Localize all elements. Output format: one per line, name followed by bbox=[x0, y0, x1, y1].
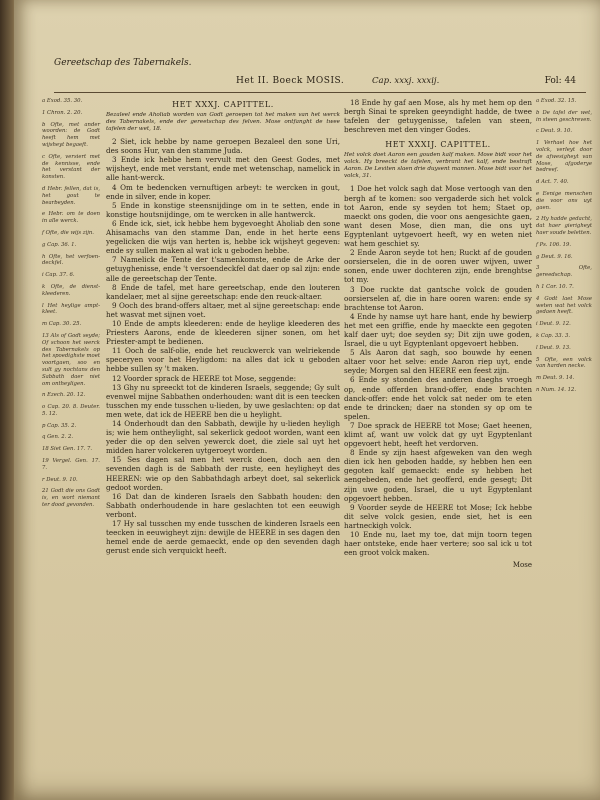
margin-note: m Deut. 9. 14. bbox=[536, 375, 575, 382]
book-title: Het II. Boeck MOSIS. bbox=[236, 76, 345, 86]
verse: 7 Namelick de Tente der t'samenkomste, ende de Arke der getuyghenisse, ende 't versoendeckfel dat daer op sal zijn: ende alle de gereetschap der Tente. bbox=[106, 255, 340, 283]
margin-note: 1 Chron. 2. 20. bbox=[42, 109, 83, 116]
margin-note: c Deut. 9. 10. bbox=[536, 128, 573, 135]
verse: 15 Ses dagen sal men het werck doen, doch aen den sevenden dagh is de Sabbath der ruste, een heyligheyt des HEEREN: wie op den Sabbathdagh arbeyt doet, sal sekerlick gedoot worden. bbox=[106, 455, 340, 492]
margin-note: 21 Godt die ons Godt is, en wort niemant ter dood gevonden. bbox=[42, 488, 100, 509]
verse: 16 Dat dan de kinderen Israels den Sabbath houden: den Sabbath onderhoudende in hare geslachten tot een eeuwigh verbont. bbox=[106, 491, 340, 519]
verse: 8 Ende de tafel, met hare gereetschap, ende den louteren kandelaer, met al sijne gereetschap: ende den reuck-altaer. bbox=[106, 282, 340, 301]
margin-note: r Deut. 9. 10. bbox=[42, 476, 78, 483]
margin-note: g Deut. 9. 16. bbox=[536, 253, 573, 260]
margin-note: f Ps. 106. 19. bbox=[536, 241, 572, 248]
margin-note: k Cap. 33. 3. bbox=[536, 332, 571, 339]
margin-note: n Ezech. 20. 12. bbox=[42, 392, 86, 399]
margin-note: h 1 Cor. 10. 7. bbox=[536, 283, 574, 290]
chapter-reference: Cap. xxxj. xxxij. bbox=[372, 76, 440, 86]
verse: 1 Doe het volck sagh dat Mose vertoogh van den bergh af te komen: soo vergaderde sich het volck tot Aaron, ende sy seyden tot hem; Staet op, maeckt ons goden, die voor ons aengesichte gaen, want desen Mose, dien man, die ons uyt Egyptenlant uytgevoert heeft, wy en weten niet wat hem geschiet sy. bbox=[344, 184, 532, 249]
verse: 12 Voorder sprack de HEERE tot Mose, seggende: bbox=[112, 373, 297, 383]
margin-note: a Exod. 35. 30. bbox=[42, 98, 83, 104]
margin-note: b De tafel der wet, in steen geschreven. bbox=[536, 109, 592, 123]
verse: 6 Ende ick, siet, ick hebbe hem bygevoeght Aholiab den sone Ahisamachs van den stamme Dan, ende in het herte eens yegelicken die wijs van herten is, hebbe ick wijsheyt gegeven: ende sy sullen maken al wat ick u geboden hebbe. bbox=[106, 218, 340, 256]
margin-note: e Hebr. om te doen in alle werck. bbox=[42, 211, 100, 225]
verse: 3 Doe ruckte dat gantsche volck de gouden oorsierselen af, die in hare ooren waren: ende sy brachtense tot Aaron. bbox=[344, 284, 532, 312]
margin-note: a Exod. 32. 15. bbox=[536, 98, 577, 104]
chapter-summary: Het volck doet Aaron een gouden kalf maken. Mose bidt voor het volck. Hy breeckt de tafelen, verbrant het kalf, ende bestraft Aaron. De Leviten slaen drie duysent mannen. Mose bidt voor het volck, 31. bbox=[344, 152, 532, 180]
margin-note: n Num. 14. 12. bbox=[536, 386, 577, 393]
verse: 5 Ende in konstige steensnijdinge om in te setten, ende in konstige houtsnijdinge, om te wercken in alle hantwerck. bbox=[106, 200, 340, 219]
margin-note: f Ofte, die wijs zijn. bbox=[42, 229, 94, 236]
margin-note: q Gen. 2. 2. bbox=[42, 434, 74, 441]
verse: 9 Voorder seyde de HEERE tot Mose; Ick hebbe dit selve volck gesien, ende siet, het is een hartneckigh volck. bbox=[344, 502, 532, 530]
verse: 10 Ende nu, laet my toe, dat mijn toorn tegen haer ontsteke, ende haer vertere; soo sal ick u tot een groot volck maken. bbox=[344, 530, 532, 558]
margin-note: 1 Verhael hoe het volck, verleyt door de afwesigheyt van Mose, afgoderye bedreef. bbox=[536, 140, 592, 174]
left-margin-notes bbox=[42, 98, 100, 514]
running-head-left: Gereetschap des Tabernakels. bbox=[54, 58, 192, 68]
column-a bbox=[106, 98, 340, 555]
margin-note: l Het heylige ampt-kleet. bbox=[42, 302, 100, 316]
verse: 2 Siet, ick hebbe by name geroepen Bezaleel den sone Uri, des soons Hur, van den stamme Juda. bbox=[106, 137, 340, 156]
verse: 17 Hy sal tusschen my ende tusschen de kinderen Israels een teecken in eeuwigheyt zijn: dewijle de HEERE in ses dagen den hemel ende de aerde gemaeckt, ende op den sevenden dagh gerust ende sich verquickt heeft. bbox=[106, 519, 340, 556]
margin-note: 19 Vergel. Gen. 17. 7. bbox=[42, 458, 100, 471]
margin-note: 4 Godt laet Mose weten wat het volck gedaen heeft. bbox=[536, 295, 592, 316]
verse-18: 18 Ende hy gaf aen Mose, als hy met hem op den bergh Sinai te spreken geeyndight hadde, de twee tafelen der getuygenisse, tafelen van steen, beschreven met den vinger Godes. bbox=[344, 98, 532, 135]
margin-note: h Ofte, het verfoen-deckfel. bbox=[42, 253, 100, 267]
margin-note: k Ofte, de dienst-kleederen. bbox=[42, 283, 100, 297]
verse: 5 Als Aaron dat sagh, soo bouwde hy eenen altaer voor het selve: ende Aaron riep uyt, ende seyde; Morgen sal den HEERE een feest zijn. bbox=[344, 348, 532, 376]
verse: 7 Doe sprack de HEERE tot Mose; Gaet heenen, klimt af, want uw volck dat gy uyt Egyptenlant opgevoert hebt, heeft het verdorven. bbox=[344, 420, 532, 449]
margin-note: 2 Hy hadde gedacht, dat haer gierigheyt haer soude beletten. bbox=[536, 216, 592, 236]
margin-note: 3 Ofte, gereedschap. bbox=[536, 265, 592, 279]
header-rule bbox=[54, 92, 586, 93]
verse: 13 Ghy nu spreeckt tot de kinderen Israels, seggende; Gy sult evenwel mijne Sabbathen onderhouden: want dit is een teecken tusschen my ende tusschen u-lieden, by uwe geslachten: op dat men wete, dat ick de HEERE ben die u heylight. bbox=[106, 382, 340, 419]
margin-note: l Deut. 9. 13. bbox=[536, 344, 571, 351]
verse: 2 Ende Aaron seyde tot hen; Ruckt af de gouden oorsierselen, die in de ooren uwer wijven, uwer sonen, ende uwer dochteren zijn, ende brenghtse tot my. bbox=[344, 248, 532, 285]
verse: 4 Ende hy namse uyt hare hant, ende hy bewierp het met een griffie, ende hy maeckte een gegoten kalf daer uyt; doe seyden sy; Dit zijn uwe goden, Israel, die u uyt Egyptenlant opgevoert hebben. bbox=[344, 311, 532, 349]
chapter-summary: Bezaleel ende Aholiab worden van Godt geroepen tot het maken van het werck des Tabernakels, ende der gereetschap des felven. Mose ontfanght de twee tafelen der wet, 18. bbox=[106, 112, 340, 133]
margin-note: g Cap. 36. 1. bbox=[42, 241, 77, 248]
verse: 9 Ooch des brand-offers altaer, met al sijne gereetschap: ende het wasvat met sijnen voet. bbox=[106, 300, 340, 319]
margin-note: 13 Als of Godt seyde; Of schoon het werck des Tabernakels op het spoedighste moet voortgaen, soo en sult gy nochtans den Sabbath daer niet om ontheyligen. bbox=[42, 332, 100, 387]
margin-note: p Cap. 35. 2. bbox=[42, 422, 77, 429]
verse: 14 Onderhoudt dan den Sabbath, dewijle hy u-lieden heyligh is; wie hem ontheylight, sal sekerlick gedoot worden, want een yeder die op den selven yewerck doet, die ziele sal uyt het midden harer volckeren uytgeroeyt worden. bbox=[106, 419, 340, 456]
verse: 3 Ende ick hebbe hem vervult met den Geest Godes, met wijsheyt, ende met verstant, ende met wetenschap, namelick in alle hant-werck. bbox=[106, 155, 340, 183]
margin-note: i Cap. 37. 6. bbox=[42, 272, 75, 279]
margin-note: d Hebr. fellen, dat is, het gout te bearbeyden. bbox=[42, 185, 100, 206]
bible-page bbox=[14, 0, 600, 800]
margin-note: o Cap. 20. 8. Deuter. 5. 12. bbox=[42, 404, 100, 417]
margin-note: c Ofte, versiert met de kennisse, ende het verstant der konsten. bbox=[42, 153, 100, 181]
right-margin-notes bbox=[536, 98, 592, 399]
chapter-heading: HET XXXJ. CAPITTEL. bbox=[172, 100, 274, 109]
verse: 8 Ende sy zijn haest afgeweken van den wegh dien ick hen geboden hadde, sy hebben hen een gegoten kalf gemaeckt: ende sy hebben het aengebeden, ende het geofferd, ende gesegt; Dit zijn uwe goden, Israel, die u uyt Egyptenlant opgevoert hebben. bbox=[344, 448, 532, 503]
catchword: Mose bbox=[512, 561, 532, 570]
folio-number: Fol: 44 bbox=[544, 76, 576, 86]
verse: 4 Om te bedencken vernuftigen arbeyt: te wercken in gout, ende in silver, ende in koper. bbox=[106, 182, 340, 201]
chapter-heading: HET XXXIJ. CAPITTEL. bbox=[385, 140, 491, 150]
margin-note: i Deut. 9. 12. bbox=[536, 321, 571, 328]
margin-note: e Eenige menschen die voor ons uyt gaen. bbox=[536, 190, 592, 211]
verse: 6 Ende sy stonden des anderen daeghs vroegh op, ende offerden brand-offer, ende brachten danck-offer: ende het volck sat neder om te eten ende te drincken; daer na stonden sy op om te spelen. bbox=[344, 375, 532, 421]
verse: 11 Ooch de salf-olie, ende het reuckwerck van welriekende speceryen voor het Heyligdom: na alles dat ick u geboden hebbe sullen sy 't maken. bbox=[106, 346, 340, 374]
margin-note: m Cap. 30. 25. bbox=[42, 321, 82, 328]
margin-note: 5 Ofte, een volck van harden necke. bbox=[536, 356, 592, 370]
running-head bbox=[54, 56, 582, 86]
verse: 10 Ende de ampts kleederen: ende de heylige kleederen des Priesters Aarons, ende de kleederen sijner sonen, om het Priester-ampt te bedienen. bbox=[106, 318, 340, 347]
margin-note: b Ofte, met ander woorden: de Godt heeft hem met wijsheyt begaeft. bbox=[42, 121, 100, 148]
column-b bbox=[344, 98, 532, 570]
margin-note: 18 Siet Gen. 17. 7. bbox=[42, 446, 92, 453]
margin-note: d Act. 7. 40. bbox=[536, 179, 569, 186]
